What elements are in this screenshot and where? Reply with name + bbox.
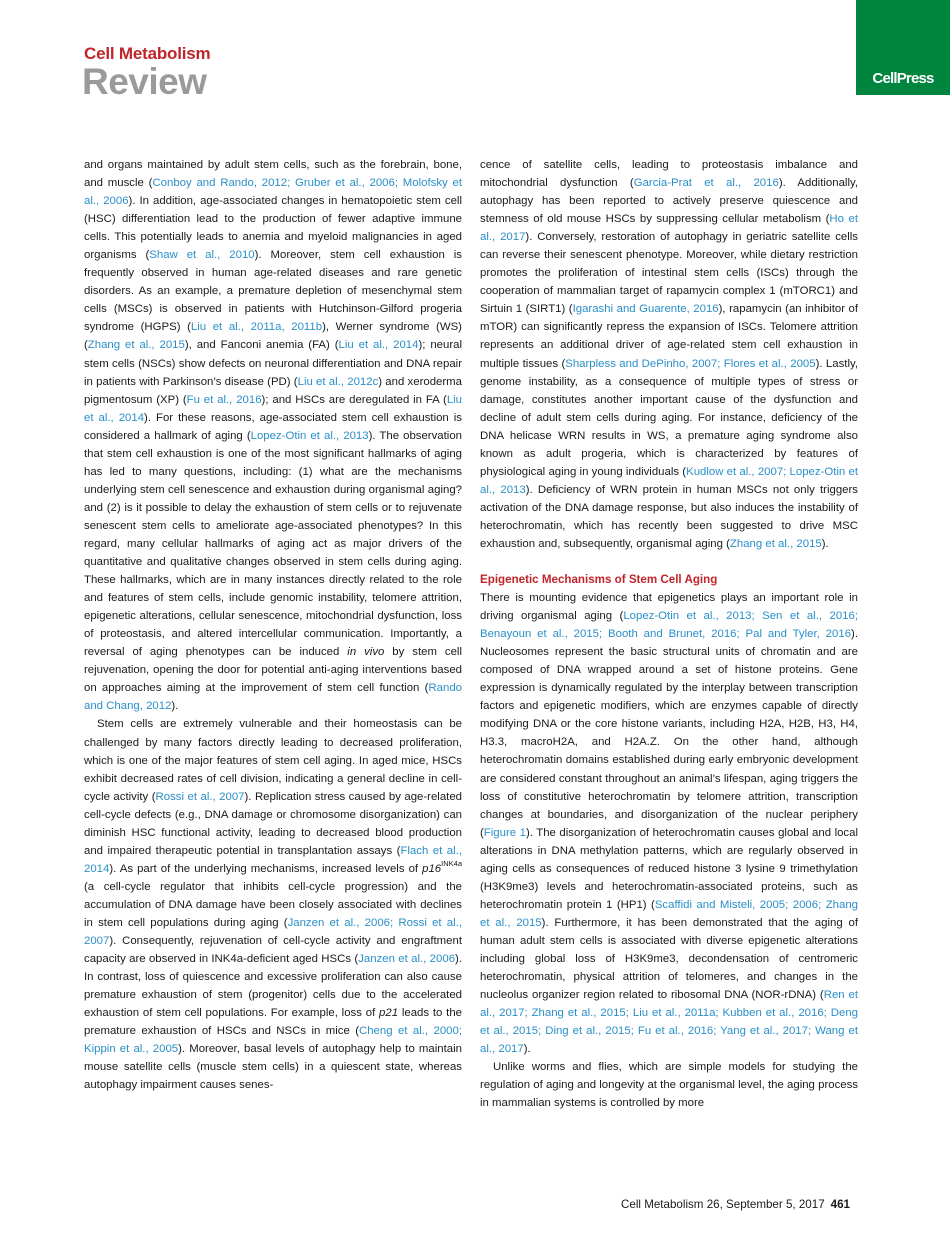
section-heading: Epigenetic Mechanisms of Stem Cell Aging	[480, 573, 718, 587]
italic-term: in vivo	[347, 646, 385, 659]
text-run: ). Moreover, stem cell exhaustion is frequently observed in human age-related diseases and rare genetic disorders. As an example, a premature depletion of mesenchymal stem cells (MSCs) is observed in patients with Hutchinson-Gilford progeria syndrome (HGPS) (	[84, 249, 462, 334]
citation-link[interactable]: Fu et al., 2016	[186, 393, 262, 406]
citation-link[interactable]: Liu et al., 2014	[338, 339, 419, 352]
text-run: ), rapamycin (an inhibitor of mTOR) can significantly repress the expansion of ISCs. Telomere attrition represents an additional driver of age-related stem cell exhaustion in multiple tissues (	[480, 303, 859, 370]
citation-link[interactable]: Lopez-Otin et al., 2013; Sen et al., 2016; Benayoun et al., 2015; Booth and Brunet, 2016; Pal and Tyler, 2016	[480, 610, 858, 641]
text-run: ). Conversely, restoration of autophagy in geriatric satellite cells can reverse their senescent phenotype. Moreover, while dietary restriction promotes the proliferation of intestinal stem cells (ISCs) through the cooperation of mammalian target of rapamycin complex 1 (mTORC1) and Sirtuin 1 (SIRT1) (	[480, 231, 858, 316]
paragraph	[84, 156, 462, 715]
citation-link[interactable]: Sharpless and DePinho, 2007; Flores et al., 2005	[565, 357, 816, 370]
citation-link[interactable]: Cheng et al., 2000; Kippin et al., 2005	[84, 1025, 462, 1056]
page-number: 461	[830, 1198, 850, 1211]
section-title: Review	[82, 61, 207, 102]
text-run: ). The disorganization of heterochromatin causes global and local alterations in DNA methylation patterns, which are regularly observed in aging cells as consequences of reduced histone 3 lysine 9 trimethylation (H3K9me3) levels and heterochromatin-associated proteins, such as heterochromatin protein 1 (HP1) (	[480, 826, 858, 911]
superscript: INK4a	[441, 859, 462, 869]
text-run: leads to the premature exhaustion of HSCs and NSCs in mice (	[84, 1007, 463, 1038]
text-run: ). Nucleosomes represent the basic structural units of chromatin and are composed of DNA wrapped around a set of histone proteins. Gene expression is dynamically regulated by the interplay between transcription factors and epigenetic modifiers, which are enzymes capable of directly modifying DNA or the core histone variants, including H2A, H2B, H3, H4, H3.3, macroH2A, and H2A.Z. On the other hand, although heterochromatin domains established during early embryonic development are considered constant throughout an animal’s lifespan, aging triggers the loss of constitutive heterochromatin by telomere attrition, transcription changes at boundaries, and disorganization of the nuclear periphery (	[480, 628, 858, 839]
text-run: ). Lastly, genome instability, as a consequence of multiple types of stress or damage, constitutes another important cause of the dysfunction and decline of adult stem cells during aging. For instance, deficiency of the DNA helicase WRN results in WS, a premature aging syndrome also known as adult progeria, which is characterized by features of physiological aging in young individuals (	[480, 357, 859, 478]
text-run: ) and xeroderma pigmentosum (XP) (	[84, 375, 462, 406]
paragraph	[480, 589, 858, 1058]
citation-link[interactable]: Zhang et al., 2015	[729, 537, 822, 550]
text-run: ); neural stem cells (NSCs) show defects on neuronal differentiation and DNA repair in patients with Parkinson’s disease (PD) (	[84, 339, 462, 388]
journal-title: Cell Metabolism	[84, 44, 211, 63]
text-run: ). As part of the underlying mechanisms, increased levels of	[109, 862, 423, 875]
text-run: by stem cell rejuvenation, opening the door for potential anti-aging interventions based on approaches aiming at the improvement of stem cell function (	[84, 646, 462, 695]
text-run: ). Consequently, rejuvenation of cell-cycle activity and engraftment capacity are observed in INK4a-deficient aged HSCs (	[84, 935, 462, 966]
right-column	[480, 156, 858, 1112]
text-run: ). Replication stress caused by age-related cell-cycle defects (e.g., DNA damage or chromosome disorganization) can diminish HSC functional activity, leading to decreased blood production and impaired therapeutic potential in transplantation assays (	[84, 790, 462, 857]
italic-term: p16	[422, 862, 442, 875]
citation-link[interactable]: Lopez-Otin et al., 2013	[250, 429, 369, 442]
text-run: and organs maintained by adult stem cells, such as the forebrain, bone, and muscle (	[84, 159, 462, 190]
citation-link[interactable]: Janzen et al., 2006; Rossi et al., 2007	[84, 916, 462, 948]
citation-link[interactable]: Ren et al., 2017; Zhang et al., 2015; Liu et al., 2011a; Kubben et al., 2016; Deng et al., 2015; Ding et al., 2015; Fu et al., 2016; Yang et al., 2017; Wang et al., 2017	[480, 989, 858, 1056]
citation-link[interactable]: Janzen et al., 2006	[358, 953, 456, 966]
text-run: ). For these reasons, age-associated stem cell exhaustion is considered a hallmark of aging (	[84, 411, 462, 442]
citation-link[interactable]: Shaw et al., 2010	[149, 249, 255, 262]
italic-term: p21	[379, 1007, 399, 1020]
page-footer	[621, 1198, 850, 1211]
citation-link[interactable]: Zhang et al., 2015	[87, 339, 185, 352]
citation-link[interactable]: Garcia-Prat et al., 2016	[633, 177, 779, 190]
citation-link[interactable]: Ho et al., 2017	[480, 213, 858, 244]
text-run: ). Additionally, autophagy has been reported to actively preserve quiescence and stemness of old mouse HSCs by suppressing cellular metabolism (	[480, 177, 858, 226]
text-run: There is mounting evidence that epigenetics plays an important role in driving organismal aging (	[480, 592, 858, 623]
text-run: Unlike worms and flies, which are simple models for studying the regulation of aging and longevity at the organismal level, the aging process in mammalian systems is controlled by more	[480, 1061, 858, 1110]
text-run: ). Deficiency of WRN protein in human MSCs not only triggers activation of the DNA damage response, but also induces the instability of heterochromatin, which has recently been suggested to drive MSC exhaustion and, subsequently, organismal aging (	[480, 483, 858, 550]
citation-link[interactable]: Scaffidi and Misteli, 2005; 2006; Zhang et al., 2015	[480, 898, 858, 929]
text-run: ). In addition, age-associated changes in hematopoietic stem cell (HSC) differentiation lead to the production of fewer adaptive immune cells. This potentially leads to anemia and myeloid malignancies in aged organisms (	[84, 195, 462, 262]
publisher-logo: CellPress	[872, 70, 934, 87]
text-run: ), Werner syndrome (WS) (	[84, 321, 462, 352]
text-run: ). Furthermore, it has been demonstrated that the aging of human adult stem cells is associated with diverse epigenetic alterations including global loss of H3K9me3, decondensation of centromeric heterochromatin, physical attrition of telomeres, and changes in the nucleolus organizer region related to ribosomal DNA (NOR-rDNA) (	[480, 916, 858, 1002]
footer-citation: Cell Metabolism 26, September 5, 2017	[621, 1198, 825, 1211]
citation-link[interactable]: Figure 1	[483, 826, 526, 839]
text-run: ). The observation that stem cell exhaustion is one of the most significant hallmarks of aging has led to many questions, including: (1) what are the mechanisms underlying stem cell senescence and exhaustion during organismal aging? and (2) is it possible to delay the exhaustion of stem cells or to rejuvenate senescent stem cells to ameliorate age-associated phenotypes? In this regard, many cellular hallmarks of aging act as major drivers of the quantitative and qualitative changes observed in stem cells during aging. These hallmarks, which are in many instances directly related to the role and features of stem cells, include genomic instability, telomere attrition, epigenetic alterations, cellular senescence, mitochondrial dysfunction, loss of proteostasis, and altered intercellular communication. Importantly, a reversal of aging phenotypes can be induced	[84, 429, 463, 659]
paragraph	[84, 715, 462, 1094]
left-column	[84, 156, 462, 1094]
text-run: (a cell-cycle regulator that inhibits cell-cycle progression) and the accumulation of DNA damage have been closely associated with declines in stem cell populations during aging (	[84, 880, 462, 929]
citation-link[interactable]: Flach et al., 2014	[84, 844, 462, 875]
text-run: ), and Fanconi anemia (FA) (	[184, 339, 339, 352]
citation-link[interactable]: Liu et al., 2014	[84, 393, 463, 424]
citation-link[interactable]: Rossi et al., 2007	[155, 790, 245, 803]
paragraph	[480, 156, 858, 553]
text-run: ). Moreover, basal levels of autophagy help to maintain mouse satellite cells (muscle stem cells) in a quiescent state, whereas autophagy impairment causes senes-	[84, 1043, 462, 1092]
text-run: ).	[523, 1043, 531, 1056]
text-run: ).	[821, 537, 829, 550]
text-run: ).	[171, 700, 179, 713]
text-run: ). In contrast, loss of quiescence and excessive proliferation can also cause premature exhaustion of stem (progenitor) cells due to the accelerated exhaustion of stem cell populations. For example, loss of	[84, 953, 462, 1020]
text-run: ); and HSCs are deregulated in FA (	[261, 393, 447, 406]
citation-link[interactable]: Igarashi and Guarente, 2016	[572, 303, 719, 316]
text-run: Stem cells are extremely vulnerable and their homeostasis can be challenged by many factors directly leading to decreased proliferation, which is one of the major features of stem cell aging. In aged mice, HSCs exhibit decreased rates of cell division, indicating a general decline in cell-cycle activity (	[84, 718, 462, 803]
citation-link[interactable]: Rando and Chang, 2012	[84, 682, 462, 713]
paragraph	[480, 1058, 858, 1112]
publisher-tab	[856, 0, 950, 95]
citation-link[interactable]: Conboy and Rando, 2012; Gruber et al., 2006; Molofsky et al., 2006	[84, 177, 462, 208]
citation-link[interactable]: Kudlow et al., 2007; Lopez-Otin et al., 2013	[480, 465, 858, 496]
citation-link[interactable]: Liu et al., 2011a, 2011b	[190, 321, 323, 334]
text-run: cence of satellite cells, leading to proteostasis imbalance and mitochondrial dysfunction (	[480, 159, 858, 190]
citation-link[interactable]: Liu et al., 2012c	[297, 375, 379, 388]
